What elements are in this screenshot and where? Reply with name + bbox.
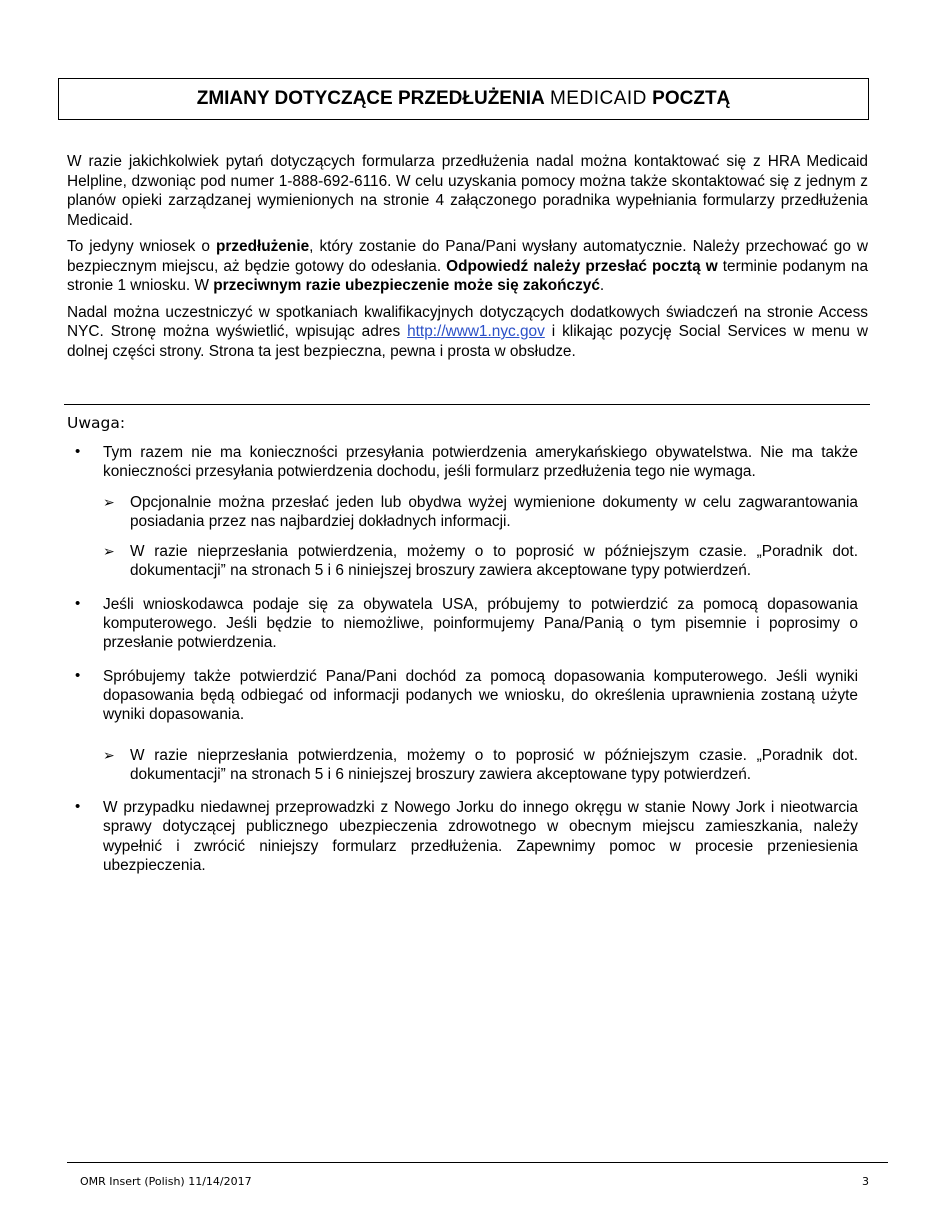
bullet-1-text: Tym razem nie ma konieczności przesyłania potwierdzenia amerykańskiego obywatelstwa. Nie ma także konieczności przesyłania potwierdzenia dochodu, jeśli formularz przedłużenia tego nie wymaga. <box>103 444 858 481</box>
bullet-icon: • <box>75 798 81 816</box>
list-item <box>75 798 858 875</box>
title-part-1: ZMIANY DOTYCZĄCE PRZEDŁUŻENIA <box>196 88 545 109</box>
p2-text-c: , który zostanie do Pana/Pani wysłany automatycznie. Należy przechować go w bezpiecznym miejscu, aż będzie gotowy do odesłania. <box>67 238 868 275</box>
intro-paragraph-2 <box>67 237 868 296</box>
nyc-gov-link[interactable]: http://www1.nyc.gov <box>407 323 545 340</box>
notes-list <box>75 443 858 889</box>
bullet-2-text: Jeśli wnioskodawca podaje się za obywatela USA, próbujemy to potwierdzić za pomocą dopasowania komputerowego. Jeśli będzie to niemożliwe, poinformujemy Pana/Panią o tym pisemnie i poprosimy o przesłanie potwierdzenia. <box>103 595 858 652</box>
p3-text-b: i klikając pozycję Social Services w menu w dolnej części strony. Strona ta jest bezpieczna, pewna i prosta w obsłudze. <box>67 323 868 360</box>
p3-text-a: Nadal można uczestniczyć w spotkaniach kwalifikacyjnych dotyczących dodatkowych świadczeń na stronie Access NYC. Stronę można wyświetlić, wpisując adres <box>67 303 868 340</box>
sub-list-item <box>75 493 858 532</box>
bullet-1-sub-1-text: Opcjonalnie można przesłać jeden lub obydwa wyżej wymienione dokumenty w celu zagwarantowania posiadania przez nas najbardziej dokładnych informacji. <box>130 493 858 530</box>
bullet-icon: • <box>75 443 81 460</box>
intro-paragraph-1: W razie jakichkolwiek pytań dotyczących formularza przedłużenia nadal można kontaktować się z HRA Medicaid Helpline, dzwoniąc pod numer 1-888-692-6116. W celu uzyskania pomocy można także skontaktować się z jednym z planów opieki zarządzanej wymienionych na stronie 4 załączonego poradnika wypełniania formularzy przedłużenia Medicaid. <box>67 153 868 229</box>
title-part-3: POCZTĄ <box>652 88 731 109</box>
list-item <box>75 667 858 784</box>
list-item <box>75 443 858 581</box>
bullet-icon: • <box>75 666 81 684</box>
intro-paragraph-3 <box>67 303 868 362</box>
page-number: 3 <box>862 1175 869 1188</box>
sub-list-item <box>75 746 858 785</box>
footer-document-id: OMR Insert (Polish) 11/14/2017 <box>80 1175 252 1188</box>
p2-text-a: To jedyny wniosek o <box>67 238 216 255</box>
footer-divider <box>67 1162 888 1163</box>
p2-bold-coverage-ends: przeciwnym razie ubezpieczenie może się zakończyć <box>213 277 600 294</box>
p2-bold-send-by-mail: Odpowiedź należy przesłać pocztą w <box>446 257 718 275</box>
p2-text-e: terminie podanym na stronie 1 wniosku. W <box>67 257 869 294</box>
sub-list-item <box>75 542 858 581</box>
section-divider <box>64 404 870 405</box>
list-item <box>75 595 858 653</box>
bullet-1-sub-2-text: W razie nieprzesłania potwierdzenia, możemy o to poprosić w późniejszym czasie. „Poradnik dot. dokumentacji” na stronach 5 i 6 niniejszej broszury zawiera akceptowane typy potwierdzeń. <box>130 543 858 580</box>
bullet-icon: • <box>75 594 81 612</box>
p2-text-g: . <box>599 277 605 294</box>
arrow-bullet-icon: ➢ <box>103 746 115 763</box>
p2-bold-extension: przedłużenie <box>215 238 310 255</box>
bullet-4-text: W przypadku niedawnej przeprowadzki z Nowego Jorku do innego okręgu w stanie Nowy Jork i nieotwarcia sprawy dotyczącej publicznego ubezpieczenia zdrowotnego w obecnym miejscu zamieszkania, należy wypełnić i zwrócić niniejszy formularz przedłużenia. Zapewnimy pomoc w procesie przeniesienia ubezpieczenia. <box>103 799 858 875</box>
bullet-3-sub-1-text: W razie nieprzesłania potwierdzenia, możemy o to poprosić w późniejszym czasie. „Poradnik dot. dokumentacji” na stronach 5 i 6 niniejszej broszury zawiera akceptowane typy potwierdzeń. <box>130 746 858 783</box>
page-title <box>58 78 869 120</box>
arrow-bullet-icon: ➢ <box>103 493 115 510</box>
bullet-3-text: Spróbujemy także potwierdzić Pana/Pani dochód za pomocą dopasowania komputerowego. Jeśli wyniki dopasowania będą odbiegać od informacji podanych we wniosku, do określenia uprawnienia zostaną użyte wyniki dopasowania. <box>103 667 858 724</box>
arrow-bullet-icon: ➢ <box>103 543 115 560</box>
intro-section <box>67 152 868 368</box>
title-part-2: MEDICAID <box>549 88 647 109</box>
note-label: Uwaga: <box>67 414 126 432</box>
